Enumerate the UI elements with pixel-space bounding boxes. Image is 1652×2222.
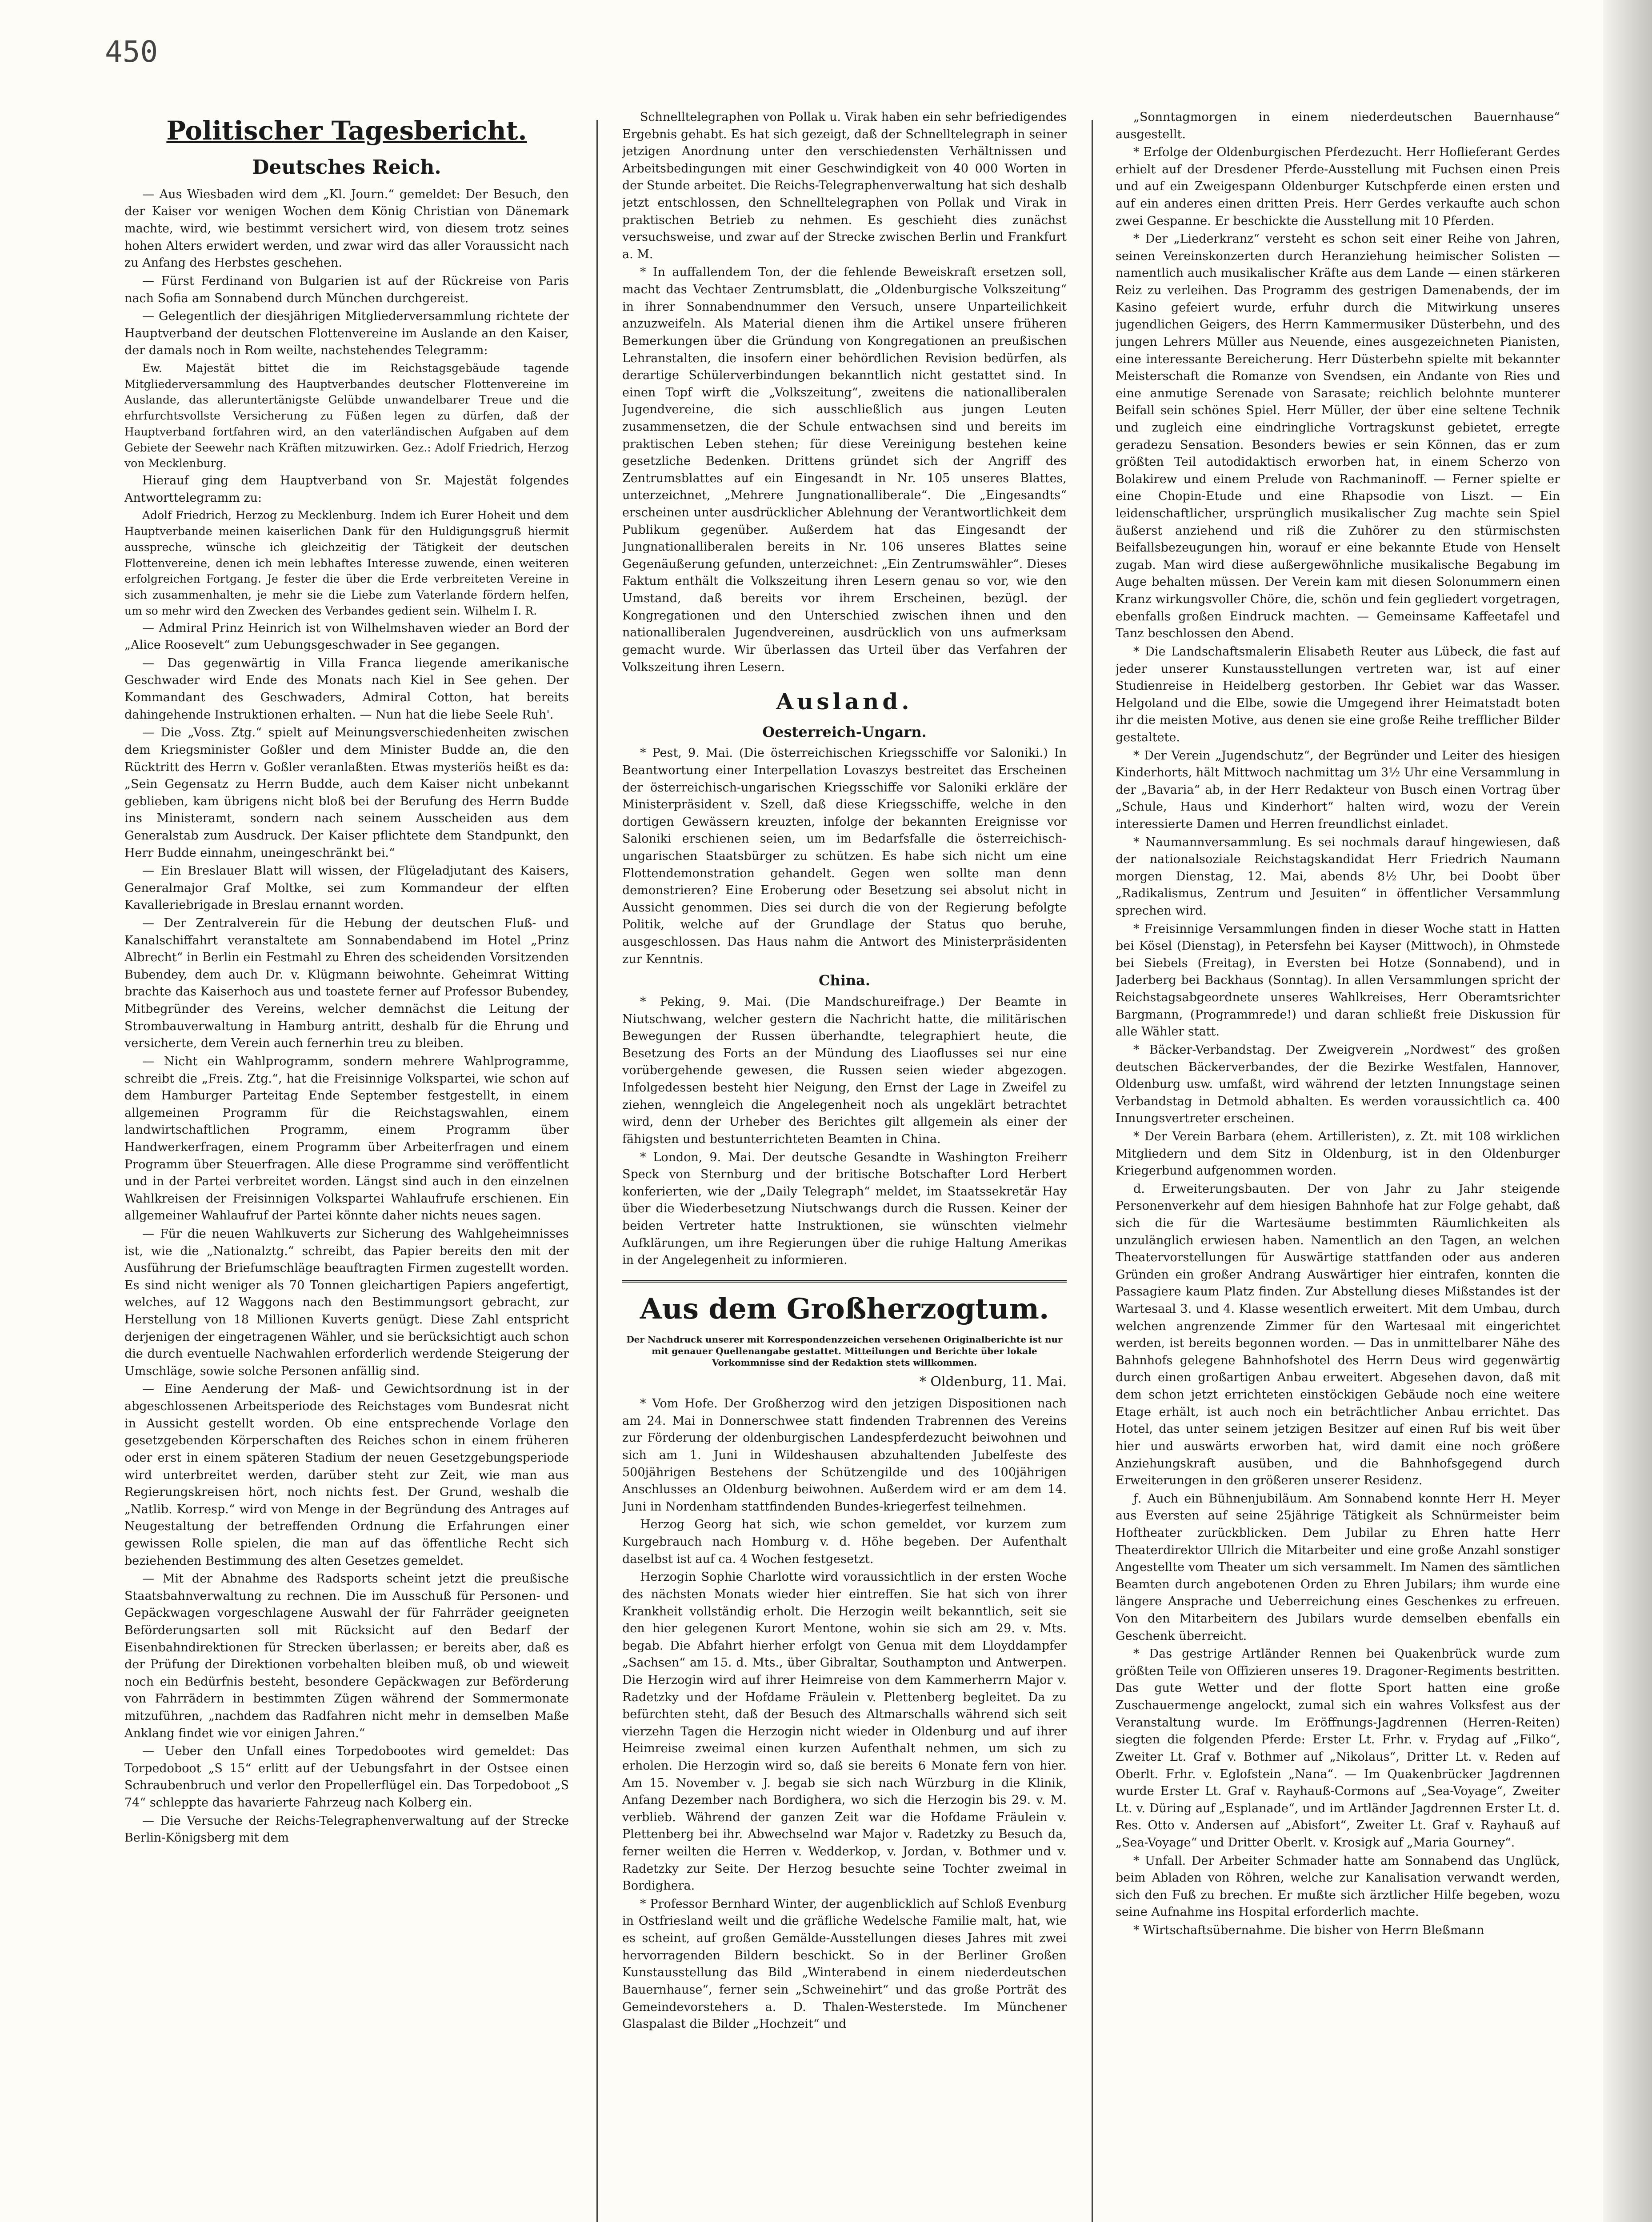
- article-paragraph: — Der Zentralverein für die Hebung der deutschen Fluß- und Kanalschiffahrt veranstaltete am Sonnabendabend im Hotel „Prinz Albrecht“ in Berlin ein Festmahl zu Ehren des scheidenden Vorsitzenden Bubendey, dem auch Dr. v. Klügmann beiwohnte. Geheimrat Witting brachte das Kaiserhoch aus und toastete ferner auf Professor Bubendey, Mitbegründer des Vereins, welcher demnächst die Leitung der Strombauverwaltung in Hamburg antritt, deshalb für die Ehrung und versicherte, dem Verein auch fernerhin treu zu bleiben.: [124, 916, 569, 1051]
- subheading-oesterreich-ungarn: Oesterreich-Ungarn.: [762, 723, 927, 740]
- book-spine: [1603, 0, 1652, 2222]
- section-heading-ausland: Ausland.: [776, 688, 913, 715]
- article-paragraph: d. Erweiterungsbauten. Der von Jahr zu Jahr steigende Personenverkehr auf dem hiesigen Bahnhofe hat zur Folge gehabt, daß sich die für die Wartesäume bestimmten Räumlichkeiten als unzulänglich erwiesen haben. Namentlich an den Tagen, an welchen Theatervorstellungen für Auswärtige stattfanden oder aus anderen Gründen ein großer Andrang Auswärtiger hier eintrafen, konnten die Passagiere kaum Platz finden. Zur Abstellung dieses Mißstandes ist der Wartesaal 3. und 4. Klasse wesentlich erweitert. Mit dem Umbau, durch welchen angrenzende Zimmer für den Wartesaal mit eingerichtet werden, ist bereits begonnen worden. — Das in unmittelbarer Nähe des Bahnhofs gelegene Bahnhofshotel des Herrn Deus wird gegenwärtig durch einen großartigen Anbau erweitert. Abgesehen davon, daß mit dem schon jetzt errichteten einstöckigen Gebäude noch eine weitere Etage erhält, ist auch noch ein beträchtlicher Anbau errichtet. Das Hotel, das unter seinem jetzigen Besitzer auf einen Ruf bis weit über hier und auswärts erworben hat, wird damit eine noch größere Anziehungskraft ausüben, und die Bahnhofsgegend durch Erweiterungen in den größeren unserer Residenz.: [1116, 1182, 1560, 1488]
- article-paragraph: * Vom Hofe. Der Großherzog wird den jetzigen Dispositionen nach am 24. Mai in Donnerschwee statt findenden Trabrennen des Vereins zur Förderung der oldenburgischen Landespferdezucht beiwohnen und sich am 1. Juni in Wildeshausen abzuhaltenden Jubelfeste des 500jährigen Bestehens der Schützengilde und des 100jährigen Anschlusses an Oldenburg beiwohnen. Außerdem wird er am dem 14. Juni in Nordenham stattfindenden Bundes-kriegerfest teilnehmen.: [622, 1397, 1067, 1514]
- page-number: 450: [105, 35, 158, 69]
- article-paragraph: — Eine Aenderung der Maß- und Gewichtsordnung ist in der abgeschlossenen Arbeitsperiode des Reichstages vom Bundesrat nicht in Aussicht gestellt worden. Ob eine entsprechende Vorlage den gesetzgebenden Körperschaften des Reiches schon in einem früheren oder erst in einem späteren Stadium der neuen Gesetzgebungsperiode wird unterbreitet werden, darüber steht zur Zeit, wie man aus Regierungskreisen hört, noch nichts fest. Der Grund, weshalb die „Natlib. Korresp.“ wird von Menge in der Begründung des Antrages auf Neugestaltung der betreffenden Ordnung die Erfahrungen einer gewissen Rolle spielen, die man auf das öffentliche Recht sich beziehenden Bestimmung des alten Gesetzes gemeldet.: [124, 1382, 569, 1568]
- article-paragraph: * In auffallendem Ton, der die fehlende Beweiskraft ersetzen soll, macht das Vechtaer Zentrumsblatt, die „Oldenburgische Volkszeitung“ in ihrer Sonnabendnummer den Versuch, unsere Unparteilichkeit anzuzweifeln. Als Material dienen ihm die Artikel unsere früheren Bemerkungen über die Gründung von Kongregationen an preußischen Lehranstalten, die insofern einer behördlichen Revision bedürfen, als derartige Schülerverbindungen bekanntlich nicht gestattet sind. In einen Topf wirft die „Volkszeitung“, zweitens die nationalliberalen Jugendvereine, die sich ausschließlich aus jungen Leuten zusammensetzen, die der Schule entwachsen sind und bereits im praktischen Leben stehen; für diese Vereinigung bestehen keine gesetzliche Bedenken. Drittens gründet sich der Angriff des Zentrumsblattes auf ein Eingesandt in Nr. 105 unseres Blattes, unterzeichnet, „Mehrere Jungnationalliberale“. Die „Eingesandts“ erscheinen unter ausdrücklicher Ablehnung der Verantwortlichkeit dem Publikum gegenüber. Außerdem hat das Eingesandt der Jungnationalliberalen bereits in Nr. 106 unseres Blattes seine Gegenäußerung gefunden, unterzeichnet: „Ein Zentrumswähler“. Dieses Faktum enthält die Volkszeitung ihren Lesern genau so vor, wie den Umstand, daß bereits vor ihrem Erscheinen, bezügl. der Kongregationen und den Unterschied zwischen ihnen und den nationalliberalen Jugendvereinen, ausdrücklich von uns aufmerksam gemacht wurde. Wir überlassen das Urteil über das Verfahren der Volkszeitung ihren Lesern.: [622, 265, 1067, 674]
- article-paragraph: — Mit der Abnahme des Radsports scheint jetzt die preußische Staatsbahnverwaltung zu rechnen. Die im Ausschuß für Personen- und Gepäckwagen vorgeschlagene Auswahl der für Fahrräder geeigneten Beförderungsarten soll mit Rücksicht auf den Bedarf der Eisenbahndirektionen für Strecken überlassen; er bereits aber, daß es der Prüfung der Direktionen vorbehalten bleiben muß, ob und wieweit noch ein Bedürfnis besteht, besondere Gepäckwagen zur Beförderung von Fahrrädern in bestimmten Zügen während der Sommermonate mitzuführen, „nachdem das Radfahren nicht mehr in demselben Maße Anklang findet wie vor einigen Jahren.“: [124, 1572, 569, 1740]
- article-paragraph: * Naumannversammlung. Es sei nochmals darauf hingewiesen, daß der nationalsoziale Reichstagskandidat Herr Friedrich Naumann morgen Dienstag, 12. Mai, abends 8½ Uhr, bei Doobt über „Radikalismus, Zentrum und Jesuiten“ in öffentlicher Versammlung sprechen wird.: [1116, 835, 1560, 918]
- article-paragraph: * Professor Bernhard Winter, der augenblicklich auf Schloß Evenburg in Ostfriesland weilt und die gräfliche Wedelsche Familie malt, hat, wie es scheint, auf großen Gemälde-Ausstellungen dieses Jahres mit zwei hervorragenden Bildern beschickt. So in der Berliner Großen Kunstausstellung das Bild „Winterabend in einem niederdeutschen Bauernhause“, ferner sein „Schweinehirt“ und das große Porträt des Gemeindevorstehers a. D. Thalen-Westerstede. Im Münchener Glaspalast die Bilder „Hochzeit“ und: [622, 1897, 1067, 2031]
- article-paragraph: * Pest, 9. Mai. (Die österreichischen Kriegsschiffe vor Saloniki.) In Beantwortung einer Interpellation Lovaszys bestreitet das Erscheinen der österreichisch-ungarischen Kriegsschiffe vor Saloniki erkläre der Ministerpräsident v. Szell, daß diese Kriegsschiffe, welche in den dortigen Gewässern kreuzten, infolge der bekannten Ereignisse vor Saloniki erschienen seien, um im Bedarfsfalle die österreichisch-ungarischen Staatsbürger zu schützen. Es habe sich nicht um eine Flottendemonstration gehandelt. Gegen wen sollte man denn demonstrieren? Eine Eroberung oder Besetzung sei absolut nicht in Aussicht genommen. Dies sei durch die von der Regierung befolgte Politik, welche auf der Grundlage der Status quo beruhe, ausgeschlossen. Das Haus nahm die Antwort des Ministerpräsidenten zur Kenntnis.: [622, 746, 1067, 966]
- article-paragraph: — Die Versuche der Reichs-Telegraphenverwaltung auf der Strecke Berlin-Königsberg mit dem: [124, 1814, 569, 1845]
- subheading-deutsches-reich: Deutsches Reich.: [252, 156, 441, 179]
- article-paragraph: — Für die neuen Wahlkuverts zur Sicherung des Wahlgeheimnisses ist, wie die „Nationalztg.“ schreibt, das Papier bereits den mit der Ausführung der Briefumschläge beauftragten Firmen zugestellt worden. Es sind nicht weniger als 70 Tonnen gleichartigen Papiers angefertigt, welches, auf 12 Waggons nach den Bestimmungsort gebracht, zur Herstellung von 18 Millionen Kuverts genügt. Diese Zahl entspricht derjenigen der eingetragenen Wähler, und sie berücksichtigt auch schon die durch eventuelle Nachwahlen erforderlich werdende Steigerung der Umschläge, sowie solche Personen anfällig sind.: [124, 1227, 569, 1378]
- column-rule-2: [1092, 120, 1093, 2222]
- article-paragraph: * Erfolge der Oldenburgischen Pferdezucht. Herr Hoflieferant Gerdes erhielt auf der Dresdener Pferde-Ausstellung mit Fuchsen einen Preis und auf ein Zweigespann Oldenburger Kutschpferde einen ersten und auf ein anderes einen dritten Preis. Herr Gerdes verkaufte auch schon zwei Gespanne. Er beschickte die Ausstellung mit 10 Pferden.: [1116, 145, 1560, 228]
- article-paragraph: * Der Verein „Jugendschutz“, der Begründer und Leiter des hiesigen Kinderhorts, hält Mittwoch nachmittag um 3½ Uhr eine Versammlung in der „Bavaria“ ab, in der Herr Redakteur von Busch einen Vortrag über „Schule, Haus und Kinderhort“ halten wird, wozu der Verein interessierte Damen und Herren freundlichst einladet.: [1116, 748, 1560, 831]
- article-paragraph: — Gelegentlich der diesjährigen Mitgliederversammlung richtete der Hauptverband der deutschen Flottenvereine im Auslande an den Kaiser, der damals noch in Rom weilte, nachstehendes Telegramm:: [124, 309, 569, 358]
- article-paragraph: * Der Verein Barbara (ehem. Artilleristen), z. Zt. mit 108 wirklichen Mitgliedern und dem Sitz in Oldenburg, ist in den Oldenburger Kriegerbund aufgenommen worden.: [1116, 1129, 1560, 1178]
- article-paragraph: „Sonntagmorgen in einem niederdeutschen Bauernhause“ ausgestellt.: [1116, 110, 1560, 141]
- article-paragraph: * Die Landschaftsmalerin Elisabeth Reuter aus Lübeck, die fast auf jeder unserer Kunstausstellungen vertreten war, ist auf einer Studienreise in Heidelberg gestorben. Ihr Gebiet war das Wasser. Helgoland und die Elbe, sowie die Umgegend ihrer Heimatstadt boten ihr die meisten Motive, aus denen sie eine große Reihe trefflicher Bilder gestaltete.: [1116, 644, 1560, 744]
- telegram-quote: Ew. Majestät bittet die im Reichstagsgebäude tagende Mitgliederversammlung des Hauptverbandes deutscher Flottenvereine im Auslande, das alleruntertänigste Gelübde unwandelbarer Treue und die ehrfurchtsvollste Versicherung zu Füßen legen zu dürfen, daß der Hauptverband fortfahren wird, an den vaterländischen Aufgaben auf dem Gebiete der Seewehr nach Kräften mitzuwirken. Gez.: Adolf Friedrich, Herzog von Mecklenburg.: [124, 361, 569, 470]
- column-right: [1116, 109, 1560, 2222]
- article-paragraph: Herzogin Sophie Charlotte wird voraussichtlich in der ersten Woche des nächsten Monats wieder hier eintreffen. Sie hat sich von ihrer Krankheit vollständig erholt. Die Herzogin weilt bekanntlich, seit sie den hier gelegenen Kurort Mentone, wohin sie sich am 29. v. Mts. begab. Die Abfahrt hierher erfolgt von Genua mit dem Lloyddampfer „Sachsen“ am 15. d. Mts., über Gibraltar, Southampton und Antwerpen. Die Herzogin wird auf ihrer Heimreise von dem Kammerherrn Major v. Radetzky und der Hofdame Fräulein v. Plettenberg begleitet. Da zu befürchten steht, daß der Besuch des Altmarschalls während sich seit vierzehn Tagen die Herzogin nicht wieder in Oldenburg und auf ihrer Heimreise zweimal einen kurzen Aufenthalt nehmen, um sich zu erholen. Die Herzogin wird so, daß sie bereits 6 Monate fern von hier. Am 15. November v. J. begab sie sich nach Würzburg in die Klinik, Anfang Dezember nach Bordighera, wo sich die Herzogin bis 29. v. M. verblieb. Während der ganzen Zeit war die Hofdame Fräulein v. Plettenberg bei ihr. Abwechselnd war Major v. Radetzky zu Besuch da, ferner weilten die Herren v. Wedderkop, v. Jordan, v. Bothmer und v. Radetzky zur Seite. Der Herzog besuchte seine Tochter zweimal in Bordighera.: [622, 1570, 1067, 1893]
- article-paragraph: Hierauf ging dem Hauptverband von Sr. Majestät folgendes Antworttelegramm zu:: [124, 474, 569, 505]
- article-paragraph: — Das gegenwärtig in Villa Franca liegende amerikanische Geschwader wird Ende des Monats nach Kiel in See gehen. Der Kommandant des Geschwaders, Admiral Cotton, hat bereits dahingehende Instruktionen erhalten. — Nun hat die liebe Seele Ruh'.: [124, 656, 569, 722]
- column-rule-1: [596, 120, 598, 2222]
- subheading-china: China.: [818, 972, 871, 989]
- article-paragraph: — Admiral Prinz Heinrich ist von Wilhelmshaven wieder an Bord der „Alice Roosevelt“ zum Uebungsgeschwader in See gegangen.: [124, 621, 569, 652]
- article-paragraph: * Der „Liederkranz“ versteht es schon seit einer Reihe von Jahren, seinen Vereinskonzerten durch Heranziehung heimischer Solisten — namentlich auch musikalischer Kräfte aus dem Lande — einen stärkeren Reiz zu verleihen. Das Programm des gestrigen Damenabends, der im Kasino gefeiert wurde, erfuhr durch die Mitwirkung unseres jugendlichen Geigers, des Herrn Kammermusiker Düsterbehn, und des jungen Lehrers Müller aus Neuende, eines ausgezeichneten Pianisten, eine interessante Bereicherung. Herr Düsterbehn spielte mit bekannter Meisterschaft die Romanze von Svendsen, ein Andante von Ries und eine anmutige Serenade von Sarasate; reichlich belohnte munterer Beifall sein schönes Spiel. Herr Müller, der über eine seltene Technik und zugleich eine eindringliche Vortragskunst gebietet, erregte geradezu Sensation. Besonders bewies er sein Können, das er zum größten Teil autodidaktisch erworben hat, in einem Scherzo von Bolakirew und einem Prelude von Rachmaninoff. — Ferner spielte er eine Chopin-Etude und eine Rhapsodie von Liszt. — Ein leidenschaftlicher, ursprünglich musikalischer Zug machte sein Spiel äußerst anziehend und riß die Zuhörer zu den stürmischsten Beifallsbezeugungen hin, worauf er eine bekannte Etude von Henselt zugab. Man wird diese außergewöhnliche musikalische Begabung im Auge behalten müssen. Der Verein kam mit diesen Solonummern einen Kranz wirkungsvoller Chöre, die, schön und fein gegliedert vorgetragen, ebenfalls großen Eindruck machten. — Gemeinsame Kaffeetafel und Tanz beschlossen den Abend.: [1116, 232, 1560, 641]
- section-heading-grossherzogtum: Aus dem Großherzogtum.: [622, 1280, 1067, 1330]
- article-paragraph: — Fürst Ferdinand von Bulgarien ist auf der Rückreise von Paris nach Sofia am Sonnabend durch München durchgereist.: [124, 274, 569, 305]
- article-paragraph: * Unfall. Der Arbeiter Schmader hatte am Sonnabend das Unglück, beim Abladen von Röhren, welche zur Kanalisation verwandt werden, sich den Fuß zu brechen. Er mußte sich ärztlicher Hilfe begeben, wozu seine Aufnahme ins Hospital erforderlich machte.: [1116, 1854, 1560, 1919]
- dateline: * Oldenburg, 11. Mai.: [919, 1374, 1067, 1390]
- section-heading-politischer-tagesbericht: Politischer Tagesbericht.: [166, 116, 527, 146]
- article-paragraph: — Nicht ein Wahlprogramm, sondern mehrere Wahlprogramme, schreibt die „Freis. Ztg.“, hat die Freisinnige Volkspartei, wie schon auf dem Hamburger Parteitag Ende September festgestellt, in einem allgemeinen Programm für die Reichstagswahlen, einem landwirtschaftlichen Programm, einem Programm über Handwerkerfragen, einem Programm über Arbeiterfragen und einem Programm über Steuerfragen. Alle diese Programme sind veröffentlicht und in der Partei verbreitet worden. Längst sind auch in den einzelnen Wahlkreisen der Freisinnigen Volkspartei Wahlaufrufe erschienen. Ein allgemeiner Wahlaufruf der Partei könnte daher nichts neues sagen.: [124, 1054, 569, 1223]
- reprint-notice: Der Nachdruck unserer mit Korrespondenzzeichen versehenen Originalberichte ist nur mit genauer Quellenangabe gestattet. Mitteilungen und Berichte über lokale Vorkommnisse sind der Redaktion stets willkommen.: [626, 1334, 1063, 1368]
- article-paragraph: — Ueber den Unfall eines Torpedobootes wird gemeldet: Das Torpedoboot „S 15“ erlitt auf der Uebungsfahrt in der Ostsee einen Schraubenbruch und verlor den Propellerflügel ein. Das Torpedoboot „S 74“ schleppte das havarierte Fahrzeug nach Kolberg ein.: [124, 1744, 569, 1810]
- column-left: [124, 109, 569, 2222]
- article-paragraph: * Bäcker-Verbandstag. Der Zweigverein „Nordwest“ des großen deutschen Bäckerverbandes, der die Bezirke Westfalen, Hannover, Oldenburg usw. umfaßt, wird während der letzten Innungstage seinen Verbandstag in Detmold abhalten. Es werden voraussichtlich ca. 400 Innungsvertreter erscheinen.: [1116, 1043, 1560, 1126]
- article-paragraph: ƒ. Auch ein Bühnenjubiläum. Am Sonnabend konnte Herr H. Meyer aus Eversten auf seine 25jährige Tätigkeit als Schnürmeister beim Hoftheater zurückblicken. Dem Jubilar zu Ehren hatte Herr Theaterdirektor Ullrich die Mitarbeiter und eine große Anzahl sonstiger Angestellte vom Theater um sich versammelt. Im Namen des sämtlichen Beamten durch angebotenen Orden zu Ehren Jubilars; ihm wurde eine längere Ansprache und Ueberreichung eines Geschenkes zu erfreuen. Von den Mitarbeitern des Jubilars wurde demselben ebenfalls ein Geschenk überreicht.: [1116, 1491, 1560, 1643]
- article-paragraph: * London, 9. Mai. Der deutsche Gesandte in Washington Freiherr Speck von Sternburg und der britische Botschafter Lord Herbert konferierten, wie der „Daily Telegraph“ meldet, im Staatssekretär Hay über die Wiederbesetzung Niutschwangs durch die Russen. Keiner der beiden Vertreter hatte Instruktionen, sie wünschten vielmehr Aufklärungen, um ihre Regierungen über die ruhige Haltung Amerikas in der Angelegenheit zu informieren.: [622, 1150, 1067, 1267]
- telegram-quote: Adolf Friedrich, Herzog zu Mecklenburg. Indem ich Eurer Hoheit und dem Hauptverbande meinen kaiserlichen Dank für den Huldigungsgruß hiermit ausspreche, wünsche ich gleichzeitig der Tätigkeit der deutschen Flottenvereine, denen ich mein lebhaftes Interesse zuwende, einen weiteren erfolgreichen Fortgang. Je fester die über die Erde verbreiteten Vereine in sich zusammenhalten, je mehr sie die Liebe zum Vaterlande fördern helfen, um so mehr wird den Zwecken des Verbandes gedient sein. Wilhelm I. R.: [124, 509, 569, 617]
- article-paragraph: * Das gestrige Artländer Rennen bei Quakenbrück wurde zum größten Teile von Offizieren unseres 19. Dragoner-Regiments bestritten. Das gute Wetter und der flotte Sport hatten eine große Zuschauermenge angelockt, zumal sich ein wahres Volksfest aus der Veranstaltung wurde. Im Eröffnungs-Jagdrennen (Herren-Reiten) siegten die folgenden Pferde: Erster Lt. Frhr. v. Frydag auf „Filko“, Zweiter Lt. Graf v. Bothmer auf „Nikolaus“, Dritter Lt. v. Reden auf Oberlt. Frhr. v. Eglofstein „Nana“. — Im Quakenbrücker Jagdrennen wurde Erster Lt. Graf v. Rayhauß-Cormons auf „Sea-Voyage“, Zweiter Lt. v. Düring auf „Esplanade“, und im Artländer Jagdrennen Erster Lt. d. Res. Otto v. Andersen auf „Abisfort“, Zweiter Lt. Graf v. Rayhauß auf „Sea-Voyage“ und Dritter Oberlt. v. Krosigk auf „Maria Gourney“.: [1116, 1647, 1560, 1850]
- article-paragraph: * Freisinnige Versammlungen finden in dieser Woche statt in Hatten bei Kösel (Dienstag), in Petersfehn bei Kayser (Mittwoch), in Ohmstede bei Siebels (Freitag), in Eversten bei Hotze (Sonnabend), und in Jaderberg bei Backhaus (Sonntag). In allen Versammlungen spricht der Reichstagsabgeordnete unseres Wahlkreises, Herr Oberamtsrichter Bargmann, (Programmrede!) und daran schließt freie Diskussion für alle Wähler statt.: [1116, 922, 1560, 1039]
- article-paragraph: Schnelltelegraphen von Pollak u. Virak haben ein sehr befriedigendes Ergebnis gehabt. Es hat sich gezeigt, daß der Schnelltelegraph in seiner jetzigen Anordnung unter den verschiedensten Verhältnissen und Arbeitsbedingungen mit einer Geschwindigkeit von 40 000 Worten in der Stunde arbeitet. Die Reichs-Telegraphenverwaltung hat sich deshalb jetzt entschlossen, den Schnelltelegraphen von Pollak und Virak in praktischen Betrieb zu nehmen. Es geschieht dies zunächst versuchsweise, und zwar auf der Strecke zwischen Berlin und Frankfurt a. M.: [622, 110, 1067, 261]
- article-paragraph: * Wirtschaftsübernahme. Die bisher von Herrn Bleßmann: [1133, 1923, 1484, 1937]
- article-paragraph: — Aus Wiesbaden wird dem „Kl. Journ.“ gemeldet: Der Besuch, den der Kaiser vor wenigen Wochen dem König Christian von Dänemark machte, wird, wie bestimmt versichert wird, von diesem trotz seines hohen Alters erwidert werden, und zwar wird das aller Voraussicht nach zu Anfang des Herbstes geschehen.: [124, 187, 569, 270]
- column-middle: [622, 109, 1067, 2222]
- article-paragraph: — Die „Voss. Ztg.“ spielt auf Meinungsverschiedenheiten zwischen dem Kriegsminister Goßler und dem Minister Budde an, die den Rücktritt des Herrn v. Goßler veranlaßten. Etwas mysteriös heißt es da: „Sein Gegensatz zu Herrn Budde, auch dem Kaiser nicht unbekannt geblieben, kam übrigens nicht bloß bei der Berufung des Herrn Budde ins Ministeramt, sondern nach seinem Ausscheiden aus dem Generalstab zum Ausdruck. Der Kaiser pflichtete dem Standpunkt, den Herr Budde einnahm, uneingeschränkt bei.“: [124, 726, 569, 860]
- article-paragraph: * Peking, 9. Mai. (Die Mandschureifrage.) Der Beamte in Niutschwang, welcher gestern die Nachricht hatte, die militärischen Bewegungen der Russen überhandte, telegraphiert heute, die Besetzung des Forts an der Mündung des Liaoflusses sei nur eine vorübergehende gewesen, die Russen seien wieder abgezogen. Infolgedessen besteht hier Neigung, den Ernst der Lage in Zweifel zu ziehen, wenngleich die Angelegenheit noch als ungeklärt betrachtet wird, denn der Urheber des Berichtes gilt allgemein als einer der fähigsten und bestunterrichteten Beamten in China.: [622, 995, 1067, 1146]
- article-paragraph: — Ein Breslauer Blatt will wissen, der Flügeladjutant des Kaisers, Generalmajor Graf Moltke, sei zum Kommandeur der elften Kavalleriebrigade in Breslau ernannt worden.: [124, 864, 569, 912]
- article-paragraph: Herzog Georg hat sich, wie schon gemeldet, vor kurzem zum Kurgebrauch nach Homburg v. d. Höhe begeben. Der Aufenthalt daselbst ist auf ca. 4 Wochen festgesetzt.: [622, 1518, 1067, 1566]
